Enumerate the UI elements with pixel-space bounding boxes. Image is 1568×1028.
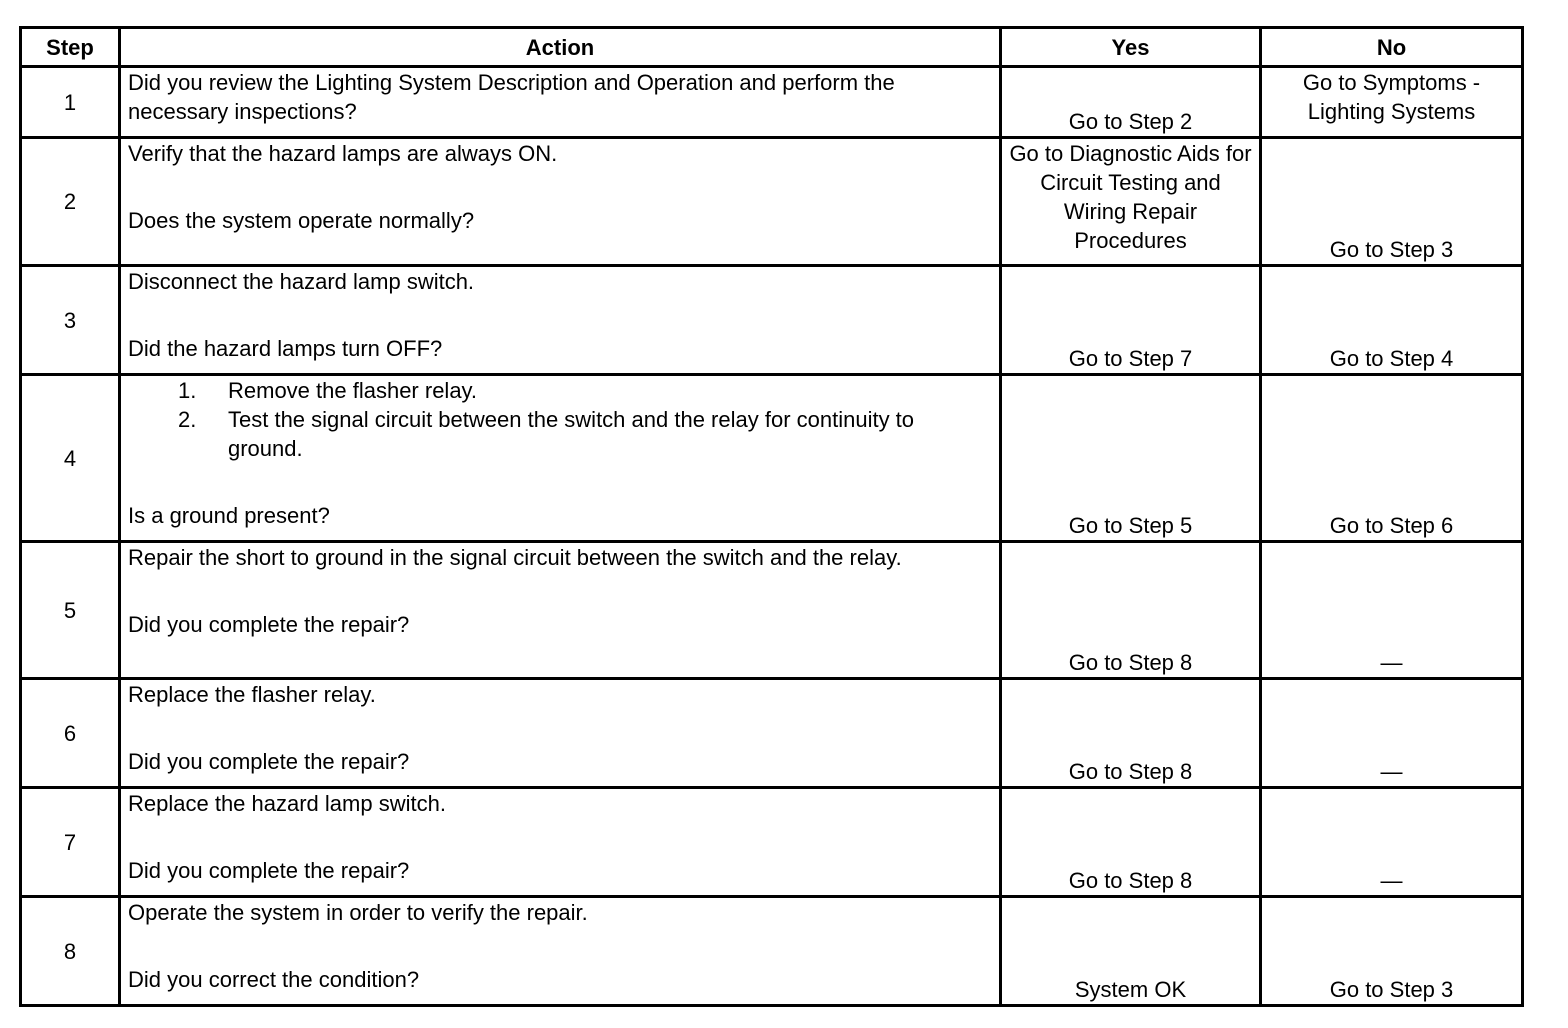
step-number: 7 [21,788,120,897]
action-question: Did you correct the condition? [128,967,420,992]
yes-cell: Go to Step 5 [1001,375,1261,542]
yes-cell: Go to Step 8 [1001,788,1261,897]
action-text: Operate the system in order to verify the repair. [128,900,588,925]
action-question: Does the system operate normally? [128,208,475,233]
table-row [21,67,1523,138]
yes-cell: Go to Step 8 [1001,679,1261,788]
action-cell [120,679,1001,788]
action-text: Disconnect the hazard lamp switch. [128,269,475,294]
no-cell: — [1261,679,1523,788]
yes-cell: Go to Step 7 [1001,266,1261,375]
action-question: Did you complete the repair? [128,749,410,774]
list-item-text: Test the signal circuit between the switch and the relay for continuity to ground. [228,407,915,461]
header-action: Action [120,28,1001,67]
no-cell [1261,67,1523,138]
action-cell [120,788,1001,897]
action-cell [120,67,1001,138]
action-cell [120,266,1001,375]
no-cell: Go to Step 4 [1261,266,1523,375]
header-step: Step [21,28,120,67]
no-cell: — [1261,542,1523,679]
table-row [21,375,1523,542]
action-question: Did you complete the repair? [128,858,410,883]
step-number: 3 [21,266,120,375]
yes-cell: Go to Step 2 [1001,67,1261,138]
action-question: Did the hazard lamps turn OFF? [128,336,443,361]
action-question: Did you complete the repair? [128,612,410,637]
action-text: Replace the flasher relay. [128,682,376,707]
list-item-number: 2. [178,407,197,432]
list-item-text: Remove the flasher relay. [228,378,478,403]
action-steps-list [128,376,992,463]
yes-cell: Go to Step 8 [1001,542,1261,679]
action-cell [120,375,1001,542]
diagnostic-table [19,26,1524,1007]
action-text: Verify that the hazard lamps are always ON. [128,141,558,166]
yes-cell: Go to Diagnostic Aids for Circuit Testing and Wiring Repair Procedures [1001,138,1261,266]
table-row [21,679,1523,788]
table-row [21,266,1523,375]
list-item [178,405,992,463]
list-item [178,376,992,405]
step-number: 4 [21,375,120,542]
no-cell: Go to Step 6 [1261,375,1523,542]
no-cell: — [1261,788,1523,897]
action-cell [120,138,1001,266]
step-number: 5 [21,542,120,679]
action-cell [120,542,1001,679]
action-question: Is a ground present? [128,503,330,528]
table-row [21,897,1523,1006]
no-text: Go to Symptoms - Lighting Systems [1302,70,1481,124]
no-cell: Go to Step 3 [1261,138,1523,266]
header-yes: Yes [1001,28,1261,67]
step-number: 1 [21,67,120,138]
header-no: No [1261,28,1523,67]
action-text: Did you review the Lighting System Description and Operation and perform the necessary inspections? [128,70,895,124]
action-text: Replace the hazard lamp switch. [128,791,446,816]
action-text: Repair the short to ground in the signal circuit between the switch and the relay. [128,545,902,570]
no-cell: Go to Step 3 [1261,897,1523,1006]
table-row [21,788,1523,897]
list-item-number: 1. [178,378,197,403]
action-cell [120,897,1001,1006]
table-row [21,542,1523,679]
step-number: 6 [21,679,120,788]
step-number: 8 [21,897,120,1006]
yes-cell: System OK [1001,897,1261,1006]
step-number: 2 [21,138,120,266]
header-row [21,28,1523,67]
table-row [21,138,1523,266]
